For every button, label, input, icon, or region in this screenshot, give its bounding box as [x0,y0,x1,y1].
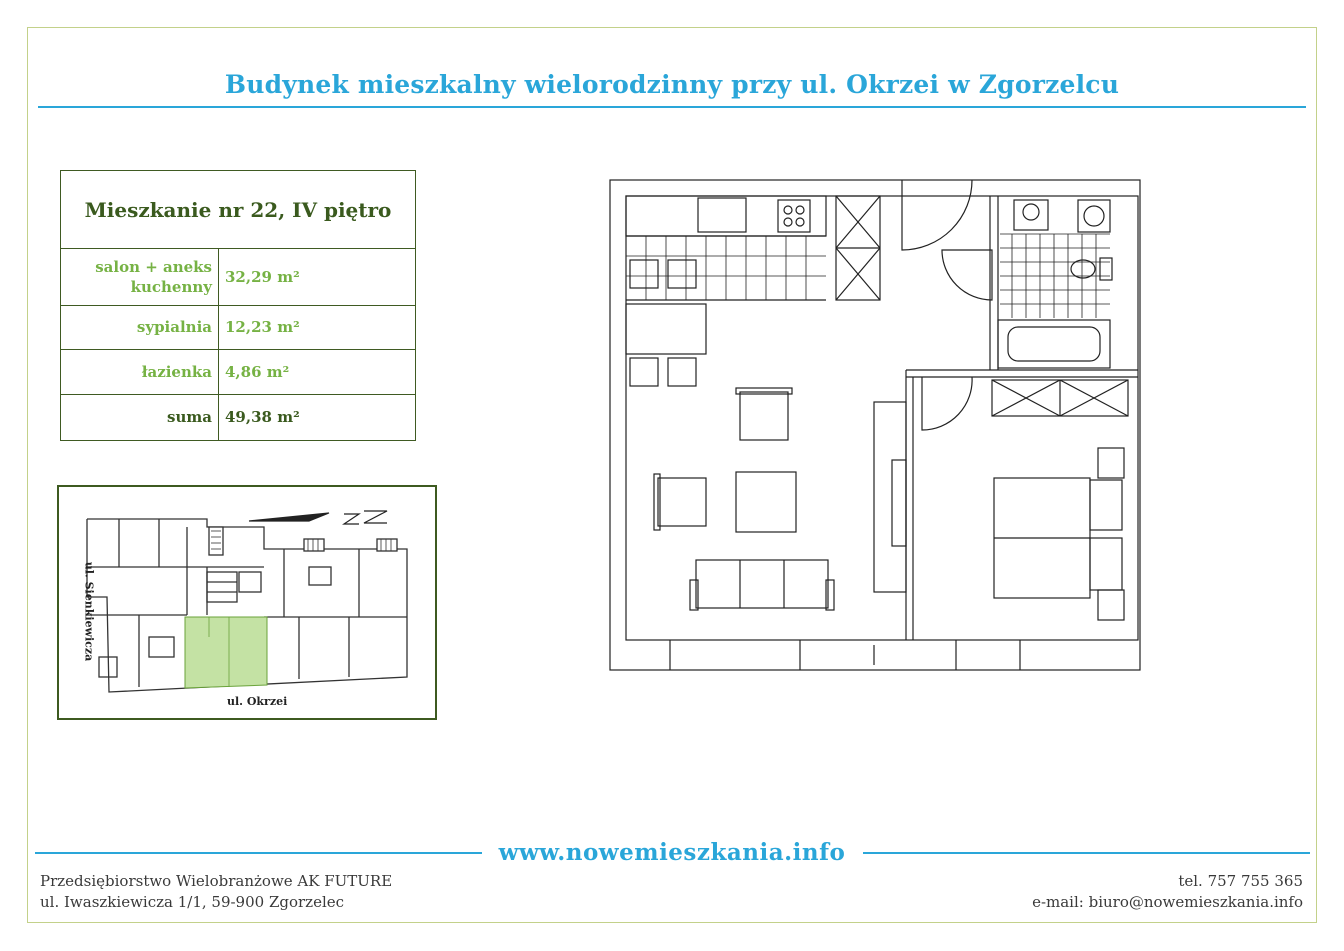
contact-email[interactable]: e-mail: biuro@nowemieszkania.info [1032,893,1303,911]
company-name: Przedsiębiorstwo Wielobranżowe AK FUTURE [40,872,393,890]
bathroom-door [942,250,992,300]
contact-info [1032,871,1303,913]
title-underline [38,106,1306,108]
key-map-drawing [59,487,435,718]
armchair [740,392,788,440]
website-link[interactable]: www.nowemieszkania.info [498,839,846,866]
street-label-sienkiewicza: ul. Sienkiewicza [82,561,96,662]
contact-phone: tel. 757 755 365 [1178,872,1303,890]
toilet-tank [1100,258,1112,280]
room-row-bathroom [61,349,415,395]
page-title: Budynek mieszkalny wielorodzinny przy ul. Okrzei w Zgorzelcu [224,70,1120,99]
room-row-bedroom [61,305,415,350]
room-label: łazienka [61,349,219,394]
highlighted-apartment [185,617,267,688]
room-area: 4,86 m² [225,362,290,381]
inner-wall [626,196,1138,640]
company-address: ul. Iwaszkiewicza 1/1, 59-900 Zgorzelec [40,893,345,911]
toilet [1071,260,1095,278]
apartment-heading: Mieszkanie nr 22, IV piętro [61,171,415,249]
total-label: suma [61,394,219,440]
room-label-line2: kuchenny [130,277,212,296]
street-label-okrzei: ul. Okrzei [227,695,288,708]
coffee-table [736,472,796,532]
tv-cabinet [874,402,906,592]
bedroom-door [922,377,972,430]
room-label: sypialnia [61,305,219,349]
sofa [696,560,828,608]
washing-machine [1078,200,1110,232]
room-label [61,248,219,305]
room-area: 32,29 m² [225,267,300,286]
entrance-door [902,180,972,250]
room-row-living [61,248,415,306]
room-label-line1: salon + aneks [95,257,212,276]
apartment-info-table [60,170,416,441]
room-area: 12,23 m² [225,318,300,336]
cooktop [778,200,810,232]
total-area: 49,38 m² [225,408,300,426]
floor-plan [600,170,1160,680]
north-arrow [249,511,387,524]
kitchen-sink [698,198,746,232]
building-key-map [57,485,437,720]
armchair [658,478,706,526]
total-row [61,394,415,440]
company-info [40,871,392,913]
